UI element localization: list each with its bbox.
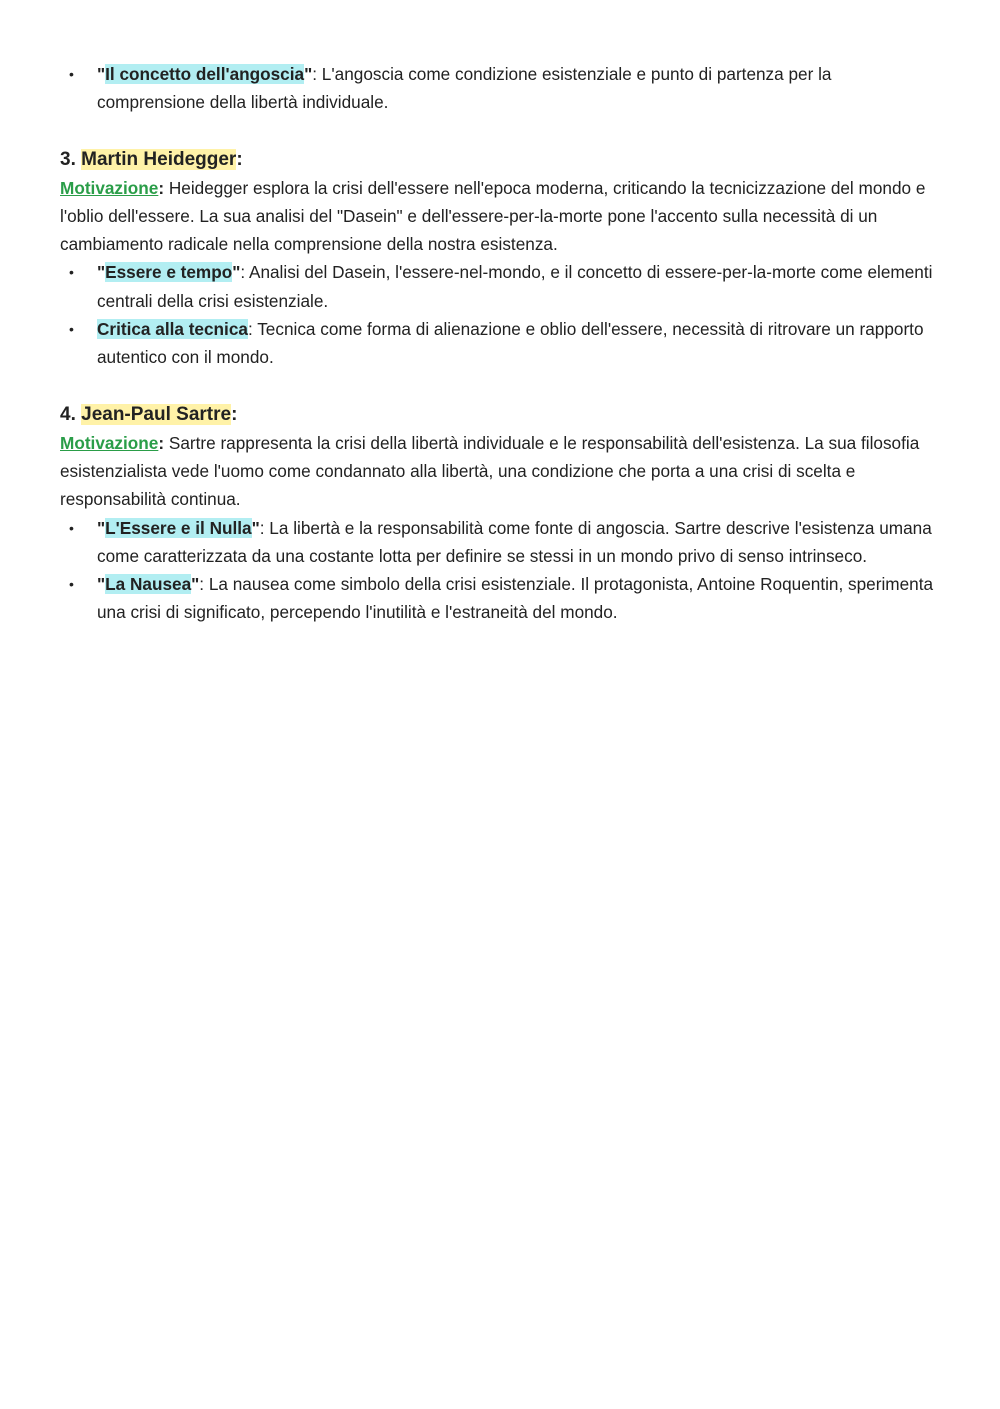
work-description: : La nausea come simbolo della crisi esistenziale. Il protagonista, Antoine Roquentin, sperimenta una crisi di significato, percependo l'inutilità e l'estraneità del mondo.	[97, 574, 934, 623]
motivation-text: Heidegger esplora la crisi dell'essere nell'epoca moderna, criticando la tecnicizzazione del mondo e l'oblio dell'essere. La sua analisi del "Dasein" e dell'essere-per-la-morte pone l'accento sulla necessità di un cambiamento radicale nella comprensione della nostra esistenza.	[60, 177, 926, 255]
works-list	[60, 514, 936, 627]
section-heidegger	[60, 145, 936, 372]
list-item	[60, 570, 936, 627]
section-sartre	[60, 400, 936, 627]
heading-suffix: :	[231, 403, 238, 425]
bullet-icon: •	[69, 519, 74, 536]
motivation-paragraph	[60, 174, 936, 259]
philosopher-name: Jean-Paul Sartre	[81, 403, 232, 425]
section-heading	[60, 400, 936, 429]
work-quote-open: "	[97, 262, 106, 283]
work-quote-close: "	[251, 517, 260, 538]
work-description: : La libertà e la responsabilità come fonte di angoscia. Sartre descrive l'esistenza umana come caratterizzata da una costante lotta per definire se stessi in un mondo privo di senso intrinseco.	[97, 517, 932, 566]
work-title: Il concetto dell'angoscia	[105, 64, 305, 84]
work-quote-close: "	[191, 574, 200, 595]
philosopher-name: Martin Heidegger	[81, 148, 237, 170]
list-item	[60, 258, 936, 315]
work-quote-close: "	[304, 64, 313, 84]
motivation-paragraph	[60, 429, 936, 514]
work-description: : Analisi del Dasein, l'essere-nel-mondo, e il concetto di essere-per-la-morte come elementi centrali della crisi esistenziale.	[97, 262, 933, 311]
document-page	[60, 60, 936, 627]
section-number: 3.	[60, 148, 82, 170]
work-title: Critica alla tecnica	[97, 319, 248, 340]
list-item	[60, 315, 936, 372]
work-title: La Nausea	[105, 574, 192, 595]
heading-suffix: :	[236, 148, 243, 170]
work-quote-close: "	[232, 262, 241, 283]
work-title: Essere e tempo	[105, 262, 233, 283]
motivation-label: Motivazione	[60, 177, 159, 198]
work-description: : Tecnica come forma di alienazione e oblio dell'essere, necessità di ritrovare un rapporto autentico con il mondo.	[97, 319, 924, 368]
motivation-colon: :	[158, 177, 165, 198]
work-quote-open: "	[97, 64, 106, 84]
works-list	[60, 258, 936, 371]
motivation-text: Sartre rappresenta la crisi della libertà individuale e le responsabilità dell'esistenza. La sua filosofia esistenzialista vede l'uomo come condannato alla libertà, una condizione che porta a una crisi di scelta e responsabilità continua.	[60, 432, 920, 510]
bullet-icon: •	[69, 321, 74, 338]
intro-bullet-list	[60, 60, 936, 117]
list-item	[60, 60, 936, 117]
motivation-colon: :	[158, 432, 165, 453]
motivation-label: Motivazione	[60, 432, 159, 453]
work-title: L'Essere e il Nulla	[105, 517, 252, 538]
work-quote-open: "	[97, 517, 106, 538]
work-quote-open: "	[97, 574, 106, 595]
bullet-icon: •	[69, 264, 74, 281]
work-description: : L'angoscia come condizione esistenziale e punto di partenza per la comprensione della libertà individuale.	[97, 64, 832, 113]
section-heading	[60, 145, 936, 174]
bullet-icon: •	[69, 576, 74, 593]
list-item	[60, 514, 936, 571]
section-number: 4.	[60, 403, 82, 425]
bullet-icon: •	[69, 66, 74, 82]
